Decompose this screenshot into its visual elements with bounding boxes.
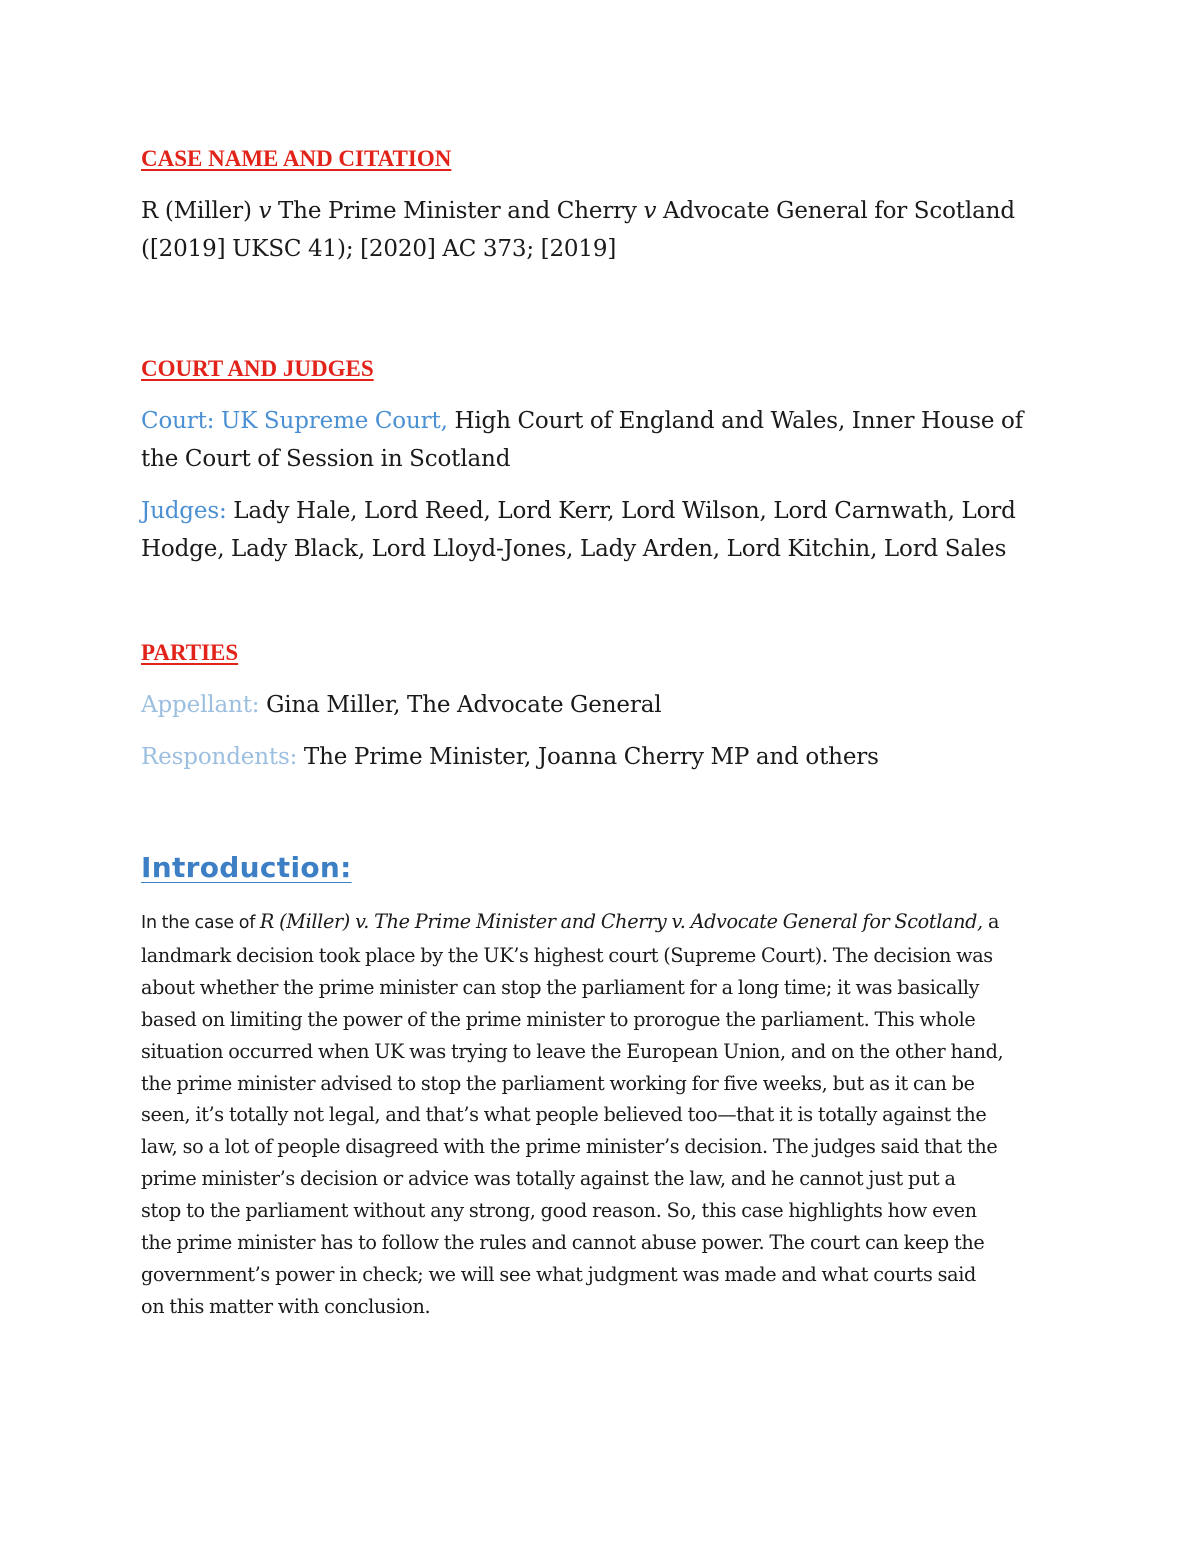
- introduction-body: [141, 906, 1061, 1323]
- intro-line: landmark decision took place by the UK’s highest court (Supreme Court). The decision was: [141, 943, 993, 967]
- case-name-v-2: v: [643, 198, 657, 224]
- respondents-paragraph: [141, 738, 1061, 776]
- introduction-heading: Introduction:: [141, 851, 352, 884]
- judges-label: Judges:: [141, 498, 227, 524]
- case-name-v-1: v: [258, 198, 272, 224]
- intro-line: government’s power in check; we will see what judgment was made and what courts said: [141, 1262, 976, 1286]
- court-line-2: the Court of Session in Scotland: [141, 446, 511, 472]
- intro-line: the prime minister advised to stop the parliament working for five weeks, but as it can be: [141, 1071, 975, 1095]
- court-line-1: High Court of England and Wales, Inner House of: [447, 408, 1024, 434]
- judges-line-1: Lady Hale, Lord Reed, Lord Kerr, Lord Wilson, Lord Carnwath, Lord: [226, 498, 1016, 524]
- case-name-heading: CASE NAME AND CITATION: [141, 146, 452, 171]
- intro-line: stop to the parliament without any strong, good reason. So, this case highlights how even: [141, 1199, 977, 1223]
- appellant-label: Appellant:: [141, 692, 260, 718]
- intro-line: prime minister’s decision or advice was totally against the law, and he cannot just put a: [141, 1167, 956, 1191]
- case-citation: ([2019] UKSC 41); [2020] AC 373; [2019]: [141, 236, 617, 262]
- respondents-value: The Prime Minister, Joanna Cherry MP and others: [297, 744, 879, 770]
- document-content: [141, 140, 1061, 1323]
- intro-line: about whether the prime minister can stop the parliament for a long time; it was basically: [141, 975, 980, 999]
- intro-line: seen, it’s totally not legal, and that’s what people believed too—that it is totally against the: [141, 1103, 987, 1127]
- judges-line-2: Hodge, Lady Black, Lord Lloyd-Jones, Lady Arden, Lord Kitchin, Lord Sales: [141, 536, 1007, 562]
- court-label: Court: UK Supreme Court,: [141, 408, 448, 434]
- court-paragraph: [141, 402, 1061, 478]
- intro-line: situation occurred when UK was trying to leave the European Union, and on the other hand,: [141, 1039, 1004, 1063]
- case-name-part-3: Advocate General for Scotland: [656, 198, 1015, 224]
- judges-paragraph: [141, 492, 1061, 568]
- intro-line: the prime minister has to follow the rules and cannot abuse power. The court can keep the: [141, 1231, 985, 1255]
- appellant-paragraph: [141, 686, 1061, 724]
- respondents-label: Respondents:: [141, 744, 298, 770]
- case-name-paragraph: [141, 192, 1061, 268]
- case-name-part-1: R (Miller): [141, 198, 259, 224]
- intro-line: on this matter with conclusion.: [141, 1294, 431, 1318]
- intro-line: law, so a lot of people disagreed with the prime minister’s decision. The judges said that the: [141, 1135, 998, 1159]
- intro-lead: In the case of: [141, 913, 260, 933]
- intro-line: based on limiting the power of the prime minister to prorogue the parliament. This whole: [141, 1007, 976, 1031]
- intro-line-1: [141, 906, 1061, 940]
- court-judges-heading: COURT AND JUDGES: [141, 356, 374, 381]
- intro-line-1-tail: a: [982, 910, 1000, 933]
- appellant-value: Gina Miller, The Advocate General: [259, 692, 662, 718]
- parties-heading: PARTIES: [141, 640, 239, 665]
- intro-case-name: R (Miller) v. The Prime Minister and Cherry v. Advocate General for Scotland,: [259, 910, 983, 933]
- case-name-part-2: The Prime Minister and Cherry: [271, 198, 644, 224]
